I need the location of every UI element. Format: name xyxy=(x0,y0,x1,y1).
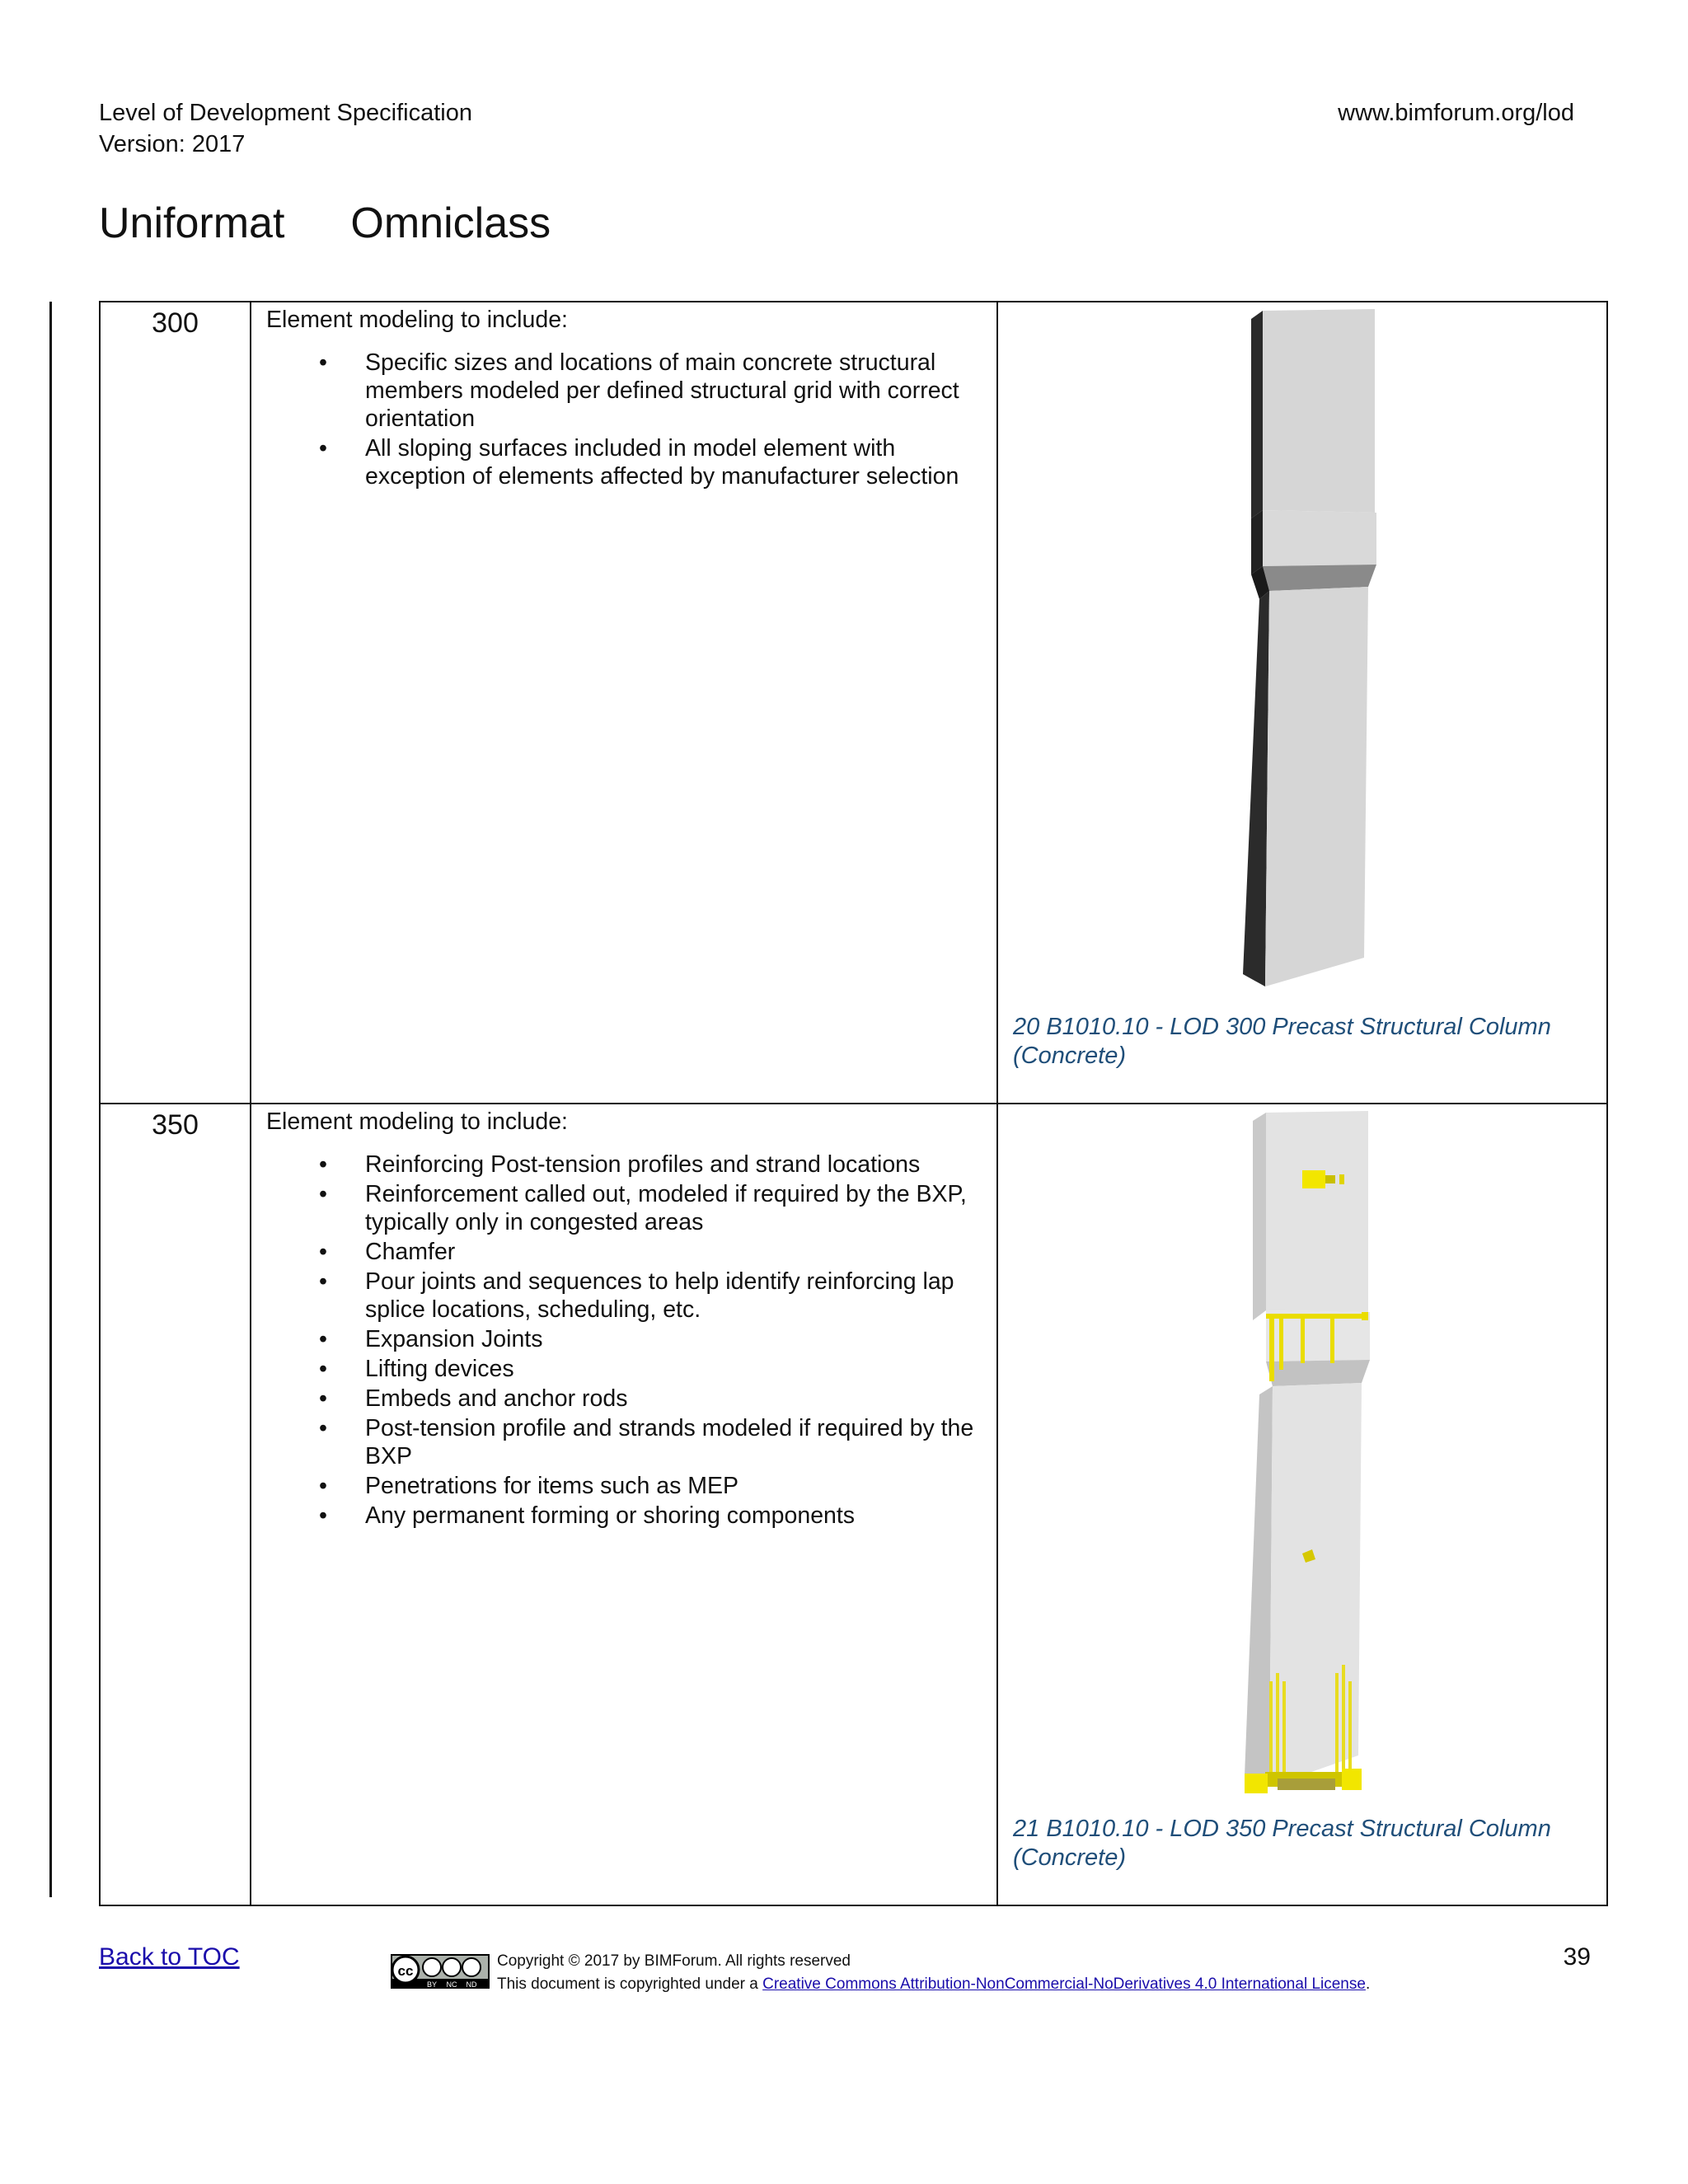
running-header-left xyxy=(99,97,472,160)
column-model-image-lod300 xyxy=(1220,302,1385,995)
license-suffix: . xyxy=(1365,1975,1371,1993)
license-link[interactable]: Creative Commons Attribution-NonCommercial-NoDerivatives 4.0 International License xyxy=(762,1975,1366,1993)
cc-badge-label: NC xyxy=(446,1980,457,1989)
lod-image-cell xyxy=(997,1104,1607,1905)
lod-table xyxy=(99,301,1608,1906)
list-item: • Lifting devices xyxy=(365,1355,982,1383)
license-prefix: This document is copyrighted under a xyxy=(497,1975,763,1993)
list-item: • Pour joints and sequences to help identify reinforcing lap splice locations, scheduling, etc. xyxy=(365,1268,982,1324)
list-item: • Chamfer xyxy=(365,1238,982,1266)
lod-description-cell xyxy=(251,302,997,1104)
copyright-notice xyxy=(497,1950,1370,1996)
table-row xyxy=(100,302,1607,1104)
section-title xyxy=(99,194,551,252)
lod-level-cell xyxy=(100,302,251,1104)
lod-level: 300 xyxy=(152,307,199,339)
lod-level: 350 xyxy=(152,1109,199,1141)
lod-level-cell xyxy=(100,1104,251,1905)
list-item: • Reinforcing Post-tension profiles and strand locations xyxy=(365,1151,982,1179)
list-item: • Embeds and anchor rods xyxy=(365,1385,982,1413)
table-row xyxy=(100,1104,1607,1905)
image-caption: 20 B1010.10 - LOD 300 Precast Structural Column (Concrete) xyxy=(1013,1014,1551,1069)
lod-description-cell xyxy=(251,1104,997,1905)
lod-image-cell xyxy=(997,302,1607,1104)
change-bar xyxy=(49,302,52,1897)
cc-badge-label: cc xyxy=(397,1963,414,1979)
cc-badge-label: BY xyxy=(426,1980,438,1989)
creative-commons-badge-icon xyxy=(391,1954,490,1989)
license-line xyxy=(497,1973,1370,1996)
image-caption: 21 B1010.10 - LOD 350 Precast Structural Column (Concrete) xyxy=(1013,1816,1551,1871)
section-title-uniformat: Uniformat xyxy=(99,199,285,247)
list-item: • Any permanent forming or shoring components xyxy=(365,1502,982,1530)
document-version: Version: 2017 xyxy=(99,131,246,157)
requirement-list xyxy=(266,349,982,490)
list-item: • Penetrations for items such as MEP xyxy=(365,1472,982,1500)
requirement-list xyxy=(266,1151,982,1530)
section-title-omniclass: Omniclass xyxy=(350,199,551,247)
document-title: Level of Development Specification xyxy=(99,100,472,126)
back-to-toc-link[interactable]: Back to TOC xyxy=(99,1943,240,1971)
description-intro: Element modeling to include: xyxy=(266,1108,568,1135)
list-item: • Post-tension profile and strands modeled if required by the BXP xyxy=(365,1414,982,1470)
list-item: • Expansion Joints xyxy=(365,1325,982,1353)
copyright-line: Copyright © 2017 by BIMForum. All rights reserved xyxy=(497,1952,851,1970)
cc-badge-label: ND xyxy=(466,1980,477,1989)
list-item: • Reinforcement called out, modeled if required by the BXP, typically only in congested areas xyxy=(365,1180,982,1236)
list-item: • Specific sizes and locations of main concrete structural members modeled per defined structural grid with correct orientation xyxy=(365,349,982,433)
list-item: • All sloping surfaces included in model element with exception of elements affected by manufacturer selection xyxy=(365,434,982,490)
description-intro: Element modeling to include: xyxy=(266,307,568,333)
column-model-image-lod350 xyxy=(1220,1104,1385,1797)
page-number: 39 xyxy=(1563,1943,1591,1971)
running-header-url: www.bimforum.org/lod xyxy=(1338,100,1574,126)
